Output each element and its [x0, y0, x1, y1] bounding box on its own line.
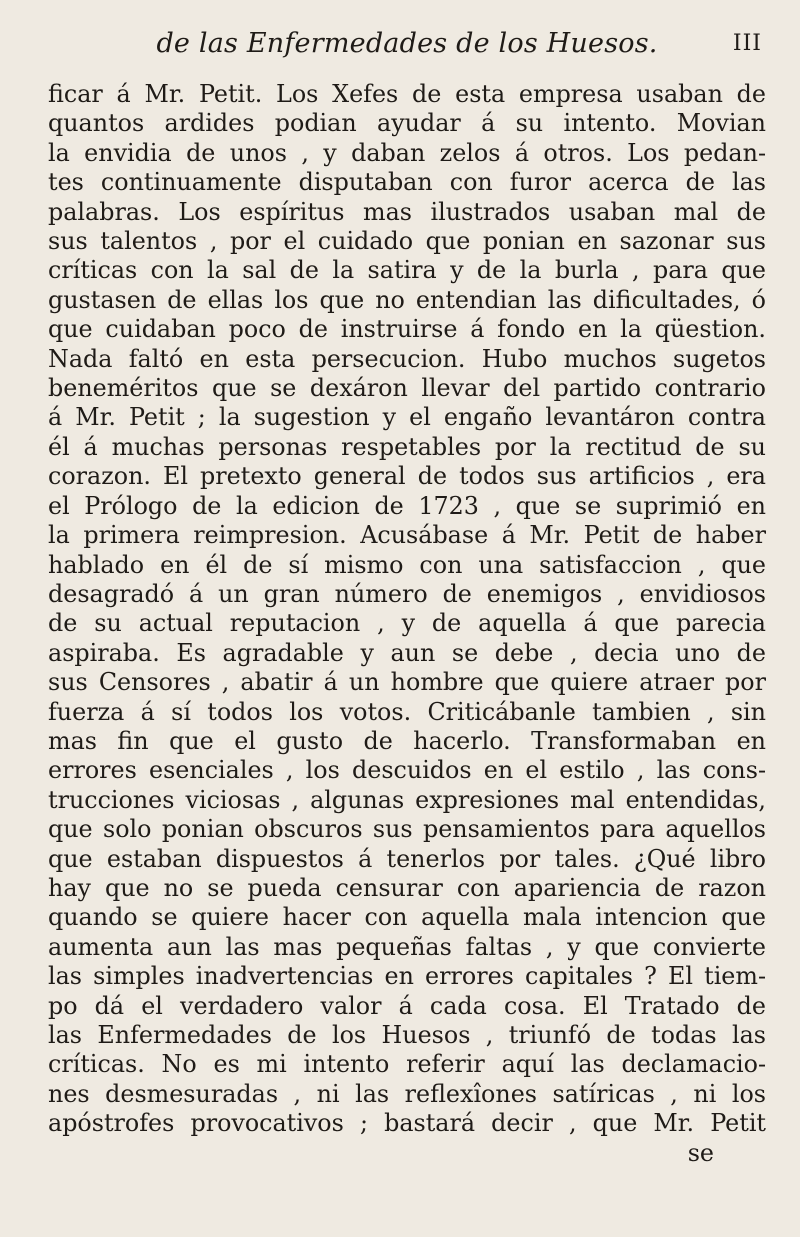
- text-line: de su actual reputacion , y de aquella á que parecia: [48, 609, 766, 638]
- text-line: quando se quiere hacer con aquella mala intencion que: [48, 903, 766, 932]
- text-line: trucciones viciosas , algunas expresiones mal entendidas,: [48, 785, 766, 814]
- text-line: aspiraba. Es agradable y aun se debe , decia uno de: [48, 638, 766, 667]
- text-line: á Mr. Petit ; la sugestion y el engaño levantáron contra: [48, 403, 766, 432]
- page-header: [48, 28, 766, 64]
- text-line: que estaban dispuestos á tenerlos por tales. ¿Qué libro: [48, 844, 766, 873]
- text-line: corazon. El pretexto general de todos sus artificios , era: [48, 462, 766, 491]
- text-line: sus talentos , por el cuidado que ponian en sazonar sus: [48, 227, 766, 256]
- text-line: la primera reimpresion. Acusábase á Mr. Petit de haber: [48, 521, 766, 550]
- text-line: gustasen de ellas los que no entendian las dificultades, ó: [48, 285, 766, 314]
- text-line: ficar á Mr. Petit. Los Xefes de esta empresa usaban de: [48, 80, 766, 108]
- text-line: críticas con la sal de la satira y de la burla , para que: [48, 256, 766, 285]
- text-line: que solo ponian obscuros sus pensamientos para aquellos: [48, 815, 766, 844]
- body-text: [48, 80, 766, 1139]
- catchword: se: [687, 1138, 714, 1167]
- page-number: III: [732, 31, 762, 56]
- text-line: Nada faltó en esta persecucion. Hubo muchos sugetos: [48, 344, 766, 373]
- text-line: las simples inadvertencias en errores capitales ? El tiem-: [48, 962, 766, 991]
- text-line: tes continuamente disputaban con furor acerca de las: [48, 168, 766, 197]
- text-line: hay que no se pueda censurar con apariencia de razon: [48, 873, 766, 902]
- text-line: las Enfermedades de los Huesos , triunfó de todas las: [48, 1021, 766, 1049]
- text-line: el Prólogo de la edicion de 1723 , que se suprimió en: [48, 491, 766, 520]
- text-line: hablado en él de sí mismo con una satisfaccion , que: [48, 550, 766, 579]
- text-line: fuerza á sí todos los votos. Criticábanle tambien , sin: [48, 697, 766, 726]
- text-line: po dá el verdadero valor á cada cosa. El Tratado de: [48, 991, 766, 1020]
- text-line: la envidia de unos , y daban zelos á otros. Los pedan-: [48, 138, 766, 167]
- text-line: quantos ardides podian ayudar á su intento. Movian: [48, 109, 766, 138]
- text-line: nes desmesuradas , ni las reflexîones satíricas , ni los: [48, 1079, 766, 1108]
- text-line: errores esenciales , los descuidos en el estilo , las cons-: [48, 756, 766, 785]
- text-line: apóstrofes provocativos ; bastará decir , que Mr. Petit: [48, 1109, 766, 1138]
- text-line: sus Censores , abatir á un hombre que quiere atraer por: [48, 668, 766, 697]
- text-line: desagradó á un gran número de enemigos , envidiosos: [48, 579, 766, 608]
- text-line: aumenta aun las mas pequeñas faltas , y que convierte: [48, 932, 766, 961]
- running-title: de las Enfermedades de los Huesos.: [156, 28, 658, 59]
- text-line: que cuidaban poco de instruirse á fondo en la qüestion.: [48, 315, 766, 344]
- text-line: él á muchas personas respetables por la rectitud de su: [48, 432, 766, 461]
- text-line: críticas. No es mi intento referir aquí las declamacio-: [48, 1050, 766, 1079]
- text-line: palabras. Los espíritus mas ilustrados usaban mal de: [48, 197, 766, 226]
- text-line: mas fin que el gusto de hacerlo. Transformaban en: [48, 726, 766, 755]
- text-line: beneméritos que se dexáron llevar del partido contrario: [48, 374, 766, 403]
